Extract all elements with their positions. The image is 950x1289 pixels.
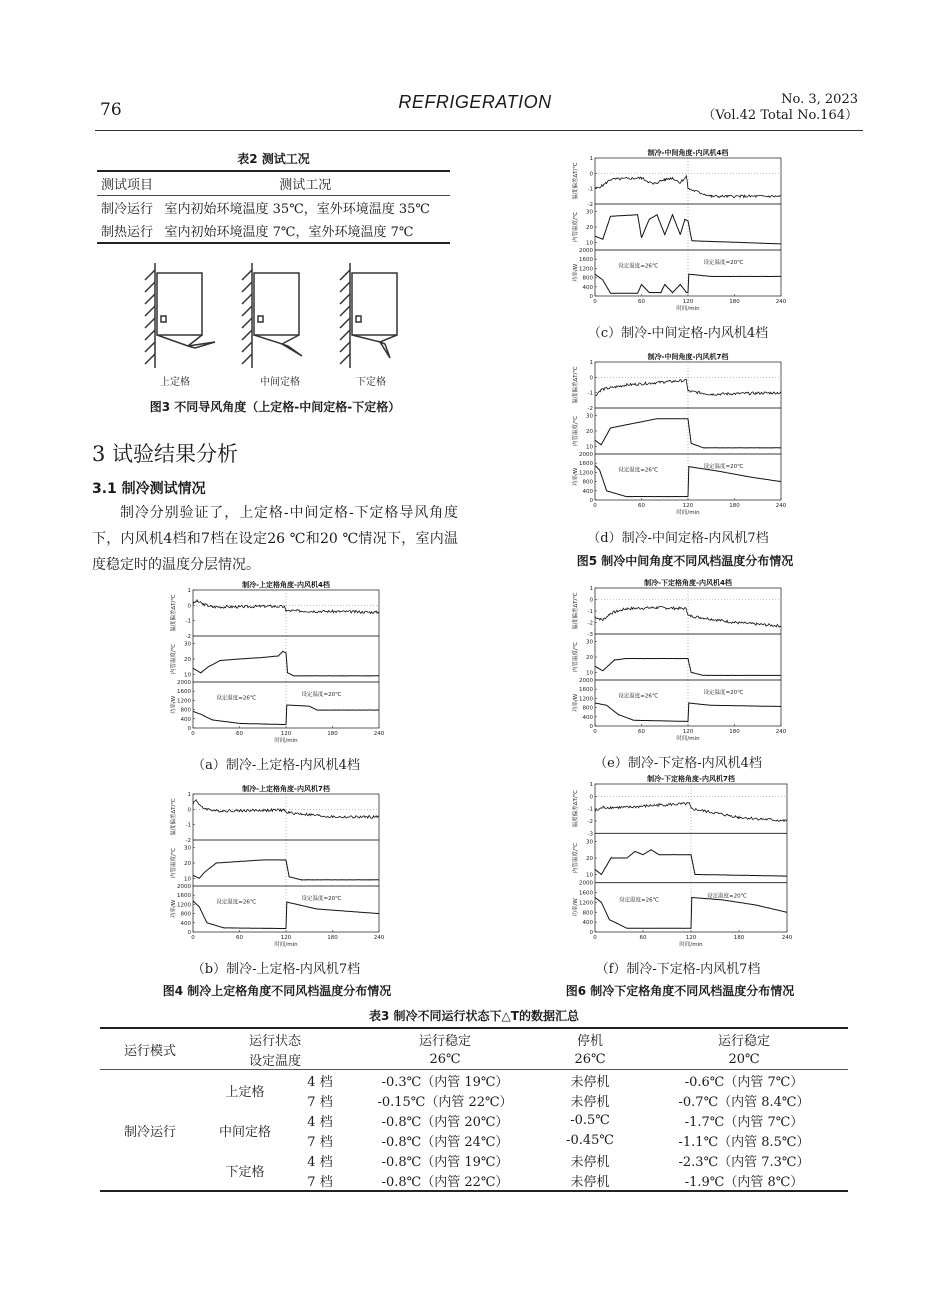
y-axis-label: 功率/W xyxy=(573,467,579,487)
x-tick-label: 60 xyxy=(236,731,243,737)
chart-b xyxy=(165,782,387,954)
table3-cell: -0.6℃（内管 7℃） xyxy=(684,1074,804,1090)
indoor-unit-middle xyxy=(254,273,299,335)
table3-cell: 4 档 xyxy=(307,1114,333,1130)
y-tick-label: 0 xyxy=(589,171,593,178)
y-axis-label: 温度偏差ΔT/℃ xyxy=(573,366,579,404)
y-axis-label: 温度偏差ΔT/℃ xyxy=(573,162,579,200)
y-tick-label: -2 xyxy=(587,819,593,825)
table3-cell: -0.3℃（内管 19℃） xyxy=(381,1074,509,1090)
x-tick-label: 0 xyxy=(593,503,597,509)
fig3-label-upper: 上定格 xyxy=(160,377,190,388)
annotation-setpoint-26: 设定温度=26℃ xyxy=(216,695,257,702)
y-tick-label: 30 xyxy=(184,845,191,852)
y-tick-label: 0 xyxy=(187,603,191,610)
annotation-setpoint-20: 设定温度=20℃ xyxy=(703,259,744,266)
vane-blade-middle xyxy=(282,344,302,356)
figure3-caption: 图3 不同导风角度（上定格-中间定格-下定格） xyxy=(149,400,401,414)
table3-cell: 4 档 xyxy=(307,1154,333,1170)
figure5-caption: 图5 制冷中间角度不同风档温度分布情况 xyxy=(576,554,794,568)
y-tick-label: 0 xyxy=(589,294,593,300)
y-tick-label: 1 xyxy=(187,588,191,594)
x-tick-label: 240 xyxy=(775,299,787,305)
y-tick-label: 0 xyxy=(187,807,191,814)
table3-cell: -1.9℃（内管 8℃） xyxy=(684,1174,804,1190)
table3-cell: -0.7℃（内管 8.4℃） xyxy=(678,1094,810,1110)
chart-e xyxy=(567,576,789,748)
chart-f xyxy=(567,772,795,954)
y-tick-label: 20 xyxy=(586,856,593,862)
table3-hdr-26b: 26℃ xyxy=(574,1051,606,1067)
table3-cell: 未停机 xyxy=(570,1174,610,1190)
series-line xyxy=(595,703,781,722)
y-axis-label: 功率/W xyxy=(573,693,579,713)
y-tick-label: -2 xyxy=(185,634,191,640)
table3-header-row xyxy=(100,1049,848,1070)
y-tick-label: 1600 xyxy=(177,689,191,696)
table-row xyxy=(100,1150,848,1170)
series-line xyxy=(595,274,781,293)
y-tick-label: -2 xyxy=(587,202,593,208)
y-tick-label: 2000 xyxy=(177,680,191,686)
table-row xyxy=(100,1110,848,1130)
y-axis-label: 内管温度/℃ xyxy=(573,415,579,447)
table3-group-cell: 中间定格 xyxy=(218,1124,271,1140)
x-tick-label: 120 xyxy=(682,729,694,735)
y-tick-label: 2000 xyxy=(579,248,593,254)
series-line xyxy=(193,705,379,725)
x-tick-label: 0 xyxy=(593,935,597,941)
y-tick-label: 30 xyxy=(184,641,191,648)
y-tick-label: 1 xyxy=(187,792,191,798)
wall-hatch xyxy=(145,270,155,364)
y-tick-label: 1 xyxy=(589,782,593,788)
x-tick-label: 240 xyxy=(781,935,793,941)
y-tick-label: 10 xyxy=(184,672,191,679)
series-line xyxy=(595,850,787,877)
page-number: 76 xyxy=(100,100,122,120)
x-tick-label: 120 xyxy=(682,503,694,509)
y-tick-label: 1200 xyxy=(579,696,593,703)
x-tick-label: 120 xyxy=(280,935,292,941)
series-line xyxy=(193,600,379,614)
y-tick-label: -2 xyxy=(185,838,191,844)
table3-cell: 7 档 xyxy=(307,1134,333,1150)
y-axis-label: 功率/W xyxy=(171,899,177,919)
annotation-setpoint-20: 设定温度=20℃ xyxy=(703,689,744,696)
y-tick-label: 0 xyxy=(187,726,191,732)
y-tick-label: 10 xyxy=(184,876,191,883)
y-tick-label: 800 xyxy=(582,705,593,712)
issue-number: No. 3, 2023 xyxy=(781,92,858,107)
y-axis-label: 内管温度/℃ xyxy=(573,842,579,874)
y-tick-label: 20 xyxy=(586,429,593,435)
y-tick-label: 0 xyxy=(589,375,593,382)
annotation-setpoint-20: 设定温度=20℃ xyxy=(703,463,744,470)
table3-cell: -2.3℃（内管 7.3℃） xyxy=(678,1154,810,1170)
table3-group-cell: 下定格 xyxy=(225,1164,265,1180)
subcaption-e: （e）制冷-下定格-内风机4档 xyxy=(594,756,762,771)
table2-col-condition: 测试工况 xyxy=(279,178,332,193)
table3-cell: -1.7℃（内管 7℃） xyxy=(684,1114,804,1130)
y-tick-label: 800 xyxy=(180,707,191,714)
issue-info xyxy=(702,92,858,124)
y-tick-label: 1 xyxy=(589,156,593,162)
y-axis-label: 温度偏差ΔT/℃ xyxy=(171,594,177,632)
annotation-setpoint-20: 设定温度=20℃ xyxy=(707,893,747,900)
y-tick-label: 400 xyxy=(582,920,593,927)
y-axis-label: 功率/W xyxy=(573,263,579,283)
table2 xyxy=(97,170,450,244)
y-tick-label: 30 xyxy=(586,209,593,216)
table3-caption: 表3 制冷不同运行状态下△T的数据汇总 xyxy=(369,1009,579,1023)
x-axis-label: 时间/min xyxy=(274,942,298,948)
y-tick-label: 400 xyxy=(180,716,191,723)
annotation-setpoint-26: 设定温度=26℃ xyxy=(618,467,659,474)
table3 xyxy=(100,1027,848,1192)
table3-cell: 未停机 xyxy=(570,1094,610,1110)
annotation-setpoint-26: 设定温度=26℃ xyxy=(618,693,659,700)
y-axis-label: 内管温度/℃ xyxy=(171,847,177,879)
header-rule xyxy=(95,130,863,131)
y-tick-label: 0 xyxy=(187,930,191,936)
annotation-setpoint-26: 设定温度=26℃ xyxy=(216,899,257,906)
x-tick-label: 60 xyxy=(638,503,645,509)
y-tick-label: 0 xyxy=(589,930,593,936)
vane-lower xyxy=(352,335,397,342)
y-tick-label: 400 xyxy=(180,920,191,927)
table2-cell: 室内初始环境温度 7℃，室外环境温度 7℃ xyxy=(164,225,414,240)
x-axis-label: 时间/min xyxy=(676,306,700,312)
table2-header-row xyxy=(97,171,450,196)
table2-cell: 制冷运行 xyxy=(101,202,154,217)
annotation-setpoint-26: 设定温度=26℃ xyxy=(618,263,659,270)
figure6-caption: 图6 制冷下定格角度不同风档温度分布情况 xyxy=(565,984,795,998)
y-tick-label: 1200 xyxy=(177,698,191,705)
chart-title: 制冷-下定格角度-内风机7档 xyxy=(647,775,735,783)
y-tick-label: -3 xyxy=(587,632,593,638)
x-tick-label: 60 xyxy=(639,935,647,941)
fig3-label-middle: 中间定格 xyxy=(260,377,300,388)
table2-cell: 室内初始环境温度 35℃，室外环境温度 35℃ xyxy=(164,202,430,217)
y-tick-label: -3 xyxy=(587,831,593,838)
y-tick-label: 1200 xyxy=(579,470,593,477)
y-tick-label: 2000 xyxy=(579,880,593,887)
section-title: 3 试验结果分析 xyxy=(92,442,239,466)
y-tick-label: 0 xyxy=(589,724,593,730)
table3-hdr-26a: 26℃ xyxy=(429,1051,461,1067)
issue-volume: （Vol.42 Total No.164） xyxy=(702,108,858,123)
table3-hdr-run2: 运行稳定 xyxy=(717,1033,770,1049)
table-row xyxy=(100,1070,848,1091)
y-tick-label: 1600 xyxy=(177,893,191,900)
y-tick-label: 30 xyxy=(586,839,593,846)
y-tick-label: -2 xyxy=(587,406,593,412)
annotation-setpoint-26: 设定温度=26℃ xyxy=(619,897,659,904)
y-tick-label: 800 xyxy=(180,911,191,918)
y-tick-label: 30 xyxy=(586,639,593,646)
table3-cell: 7 档 xyxy=(307,1174,333,1190)
table3-cell: -0.8℃（内管 22℃） xyxy=(381,1174,509,1190)
y-tick-label: 400 xyxy=(582,488,593,495)
y-axis-label: 功率/W xyxy=(171,695,177,715)
table3-cell: 未停机 xyxy=(570,1074,610,1090)
y-tick-label: 0 xyxy=(589,498,593,504)
table3-hdr-20: 20℃ xyxy=(728,1051,760,1067)
chart-c xyxy=(567,146,789,318)
table2-col-item: 测试项目 xyxy=(101,178,154,193)
x-tick-label: 120 xyxy=(685,935,697,941)
x-tick-label: 0 xyxy=(191,731,195,737)
table3-mode-cell: 制冷运行 xyxy=(123,1124,176,1140)
y-tick-label: 1600 xyxy=(579,257,593,264)
x-axis-label: 时间/min xyxy=(679,942,703,948)
annotation-setpoint-20: 设定温度=20℃ xyxy=(301,691,342,698)
y-tick-label: -2 xyxy=(587,620,593,627)
y-tick-label: 0 xyxy=(589,794,593,801)
x-tick-label: 180 xyxy=(729,729,740,735)
table2-cell: 制热运行 xyxy=(101,225,154,240)
y-tick-label: 30 xyxy=(586,413,593,420)
y-tick-label: 1 xyxy=(589,586,593,592)
chart-a xyxy=(165,578,387,750)
y-tick-label: 20 xyxy=(586,655,593,661)
chart-title: 制冷-下定格角度-内风机4档 xyxy=(644,579,732,587)
y-axis-label: 温度偏差ΔT/℃ xyxy=(171,798,177,836)
chart-title: 制冷-中间角度-内风机7档 xyxy=(647,353,729,361)
table3-cell: -0.45℃ xyxy=(566,1132,614,1148)
vane-middle xyxy=(254,335,299,344)
table3-hdr-mode: 运行模式 xyxy=(123,1043,176,1059)
y-tick-label: 400 xyxy=(582,284,593,291)
y-axis-label: 功率/W xyxy=(573,898,579,917)
table3-hdr-settemp: 设定温度 xyxy=(248,1053,301,1069)
x-tick-label: 240 xyxy=(775,503,787,509)
subsection-title: 3.1 制冷测试情况 xyxy=(92,481,206,497)
table3-hdr-run1: 运行稳定 xyxy=(418,1033,471,1049)
subcaption-a: （a）制冷-上定格-内风机4档 xyxy=(192,758,360,773)
y-tick-label: 800 xyxy=(582,479,593,486)
y-tick-label: 1600 xyxy=(579,890,593,897)
y-tick-label: 1600 xyxy=(579,687,593,694)
x-tick-label: 180 xyxy=(729,503,740,509)
y-tick-label: 1200 xyxy=(579,900,593,907)
table3-hdr-state: 运行状态 xyxy=(248,1033,301,1049)
x-tick-label: 0 xyxy=(593,729,597,735)
table3-cell: -1.1℃（内管 8.5℃） xyxy=(678,1134,810,1150)
journal-title: REFRIGERATION xyxy=(398,92,552,112)
table3-cell: 4 档 xyxy=(307,1074,333,1090)
y-axis-label: 内管温度/℃ xyxy=(171,643,177,675)
y-tick-label: 800 xyxy=(582,910,593,917)
x-tick-label: 240 xyxy=(775,729,787,735)
x-tick-label: 180 xyxy=(733,935,745,941)
y-tick-label: 2000 xyxy=(579,452,593,458)
y-tick-label: 1200 xyxy=(177,902,191,909)
y-tick-label: 1200 xyxy=(579,266,593,273)
annotation-setpoint-20: 设定温度=20℃ xyxy=(301,895,342,902)
y-tick-label: 1600 xyxy=(579,461,593,468)
x-tick-label: 120 xyxy=(280,731,292,737)
table3-cell: -0.15℃（内管 22℃） xyxy=(377,1094,513,1110)
y-tick-label: 2000 xyxy=(177,884,191,890)
x-tick-label: 0 xyxy=(593,299,597,305)
x-tick-label: 60 xyxy=(236,935,243,941)
x-tick-label: 240 xyxy=(373,731,385,737)
x-axis-label: 时间/min xyxy=(274,738,298,744)
x-tick-label: 120 xyxy=(682,299,694,305)
x-tick-label: 0 xyxy=(191,935,195,941)
y-tick-label: -1 xyxy=(587,186,593,193)
y-tick-label: 800 xyxy=(582,275,593,282)
subcaption-c: （c）制冷-中间定格-内风机4档 xyxy=(587,326,769,341)
y-axis-label: 温度偏差ΔT/℃ xyxy=(573,790,579,828)
figure3-diagram xyxy=(130,258,430,390)
x-tick-label: 60 xyxy=(638,299,645,305)
y-tick-label: 400 xyxy=(582,714,593,721)
x-tick-label: 240 xyxy=(373,935,385,941)
y-tick-label: 10 xyxy=(586,670,593,677)
table3-cell: -0.8℃（内管 19℃） xyxy=(381,1154,509,1170)
x-tick-label: 180 xyxy=(729,299,740,305)
subcaption-d: （d）制冷-中间定格-内风机7档 xyxy=(587,531,769,546)
y-tick-label: 20 xyxy=(586,225,593,231)
y-tick-label: -1 xyxy=(185,822,191,829)
subcaption-b: （b）制冷-上定格-内风机7档 xyxy=(191,962,361,977)
subcaption-f: （f）制冷-下定格-内风机7档 xyxy=(595,962,761,977)
y-tick-label: -1 xyxy=(587,390,593,397)
y-tick-label: -1 xyxy=(185,618,191,625)
x-axis-label: 时间/min xyxy=(676,736,700,742)
indoor-unit-upper xyxy=(157,273,202,335)
x-tick-label: 180 xyxy=(327,935,338,941)
y-tick-label: 20 xyxy=(184,861,191,867)
table-row xyxy=(97,219,450,243)
y-tick-label: 20 xyxy=(184,657,191,663)
table3-cell: -0.8℃（内管 24℃） xyxy=(381,1134,509,1150)
table3-cell: -0.5℃ xyxy=(570,1112,610,1128)
table3-cell: 未停机 xyxy=(570,1154,610,1170)
y-tick-label: 10 xyxy=(586,444,593,451)
table3-hdr-stop: 停机 xyxy=(576,1033,603,1049)
x-tick-label: 180 xyxy=(327,731,338,737)
table3-cell: -0.8℃（内管 20℃） xyxy=(381,1114,509,1130)
y-axis-label: 温度偏差ΔT/℃ xyxy=(573,592,579,630)
chart-title: 制冷-上定格角度-内风机4档 xyxy=(242,581,330,589)
fig3-label-lower: 下定格 xyxy=(356,377,386,388)
y-axis-label: 内管温度/℃ xyxy=(573,641,579,673)
y-tick-label: -1 xyxy=(587,609,593,615)
y-tick-label: 1 xyxy=(589,360,593,366)
y-tick-label: -1 xyxy=(587,806,593,813)
y-tick-label: 10 xyxy=(586,240,593,247)
table3-group-cell: 上定格 xyxy=(225,1084,265,1100)
y-tick-label: 2000 xyxy=(579,678,593,684)
table2-caption: 表2 测试工况 xyxy=(237,152,310,166)
table3-grid xyxy=(100,1027,848,1192)
table3-header-row xyxy=(100,1028,848,1049)
x-tick-label: 60 xyxy=(638,729,645,735)
figure4-caption: 图4 制冷上定格角度不同风档温度分布情况 xyxy=(162,984,392,998)
table3-cell: 7 档 xyxy=(307,1094,333,1110)
chart-title: 制冷-上定格角度-内风机7档 xyxy=(242,785,330,793)
y-tick-label: 0 xyxy=(589,597,593,604)
body-paragraph: 制冷分别验证了，上定格-中间定格-下定格导风角度下，内风机4档和7档在设定26 ℃和20 ℃情况下，室内温度稳定时的温度分层情况。 xyxy=(92,505,458,573)
chart-title: 制冷-中间角度-内风机4档 xyxy=(647,149,729,157)
y-tick-label: 10 xyxy=(586,872,593,879)
indoor-unit-lower xyxy=(352,273,397,335)
y-axis-label: 内管温度/℃ xyxy=(573,211,579,243)
vane-blade-lower xyxy=(380,342,390,358)
table-row xyxy=(97,196,450,220)
chart-d xyxy=(567,350,789,522)
x-axis-label: 时间/min xyxy=(676,510,700,516)
